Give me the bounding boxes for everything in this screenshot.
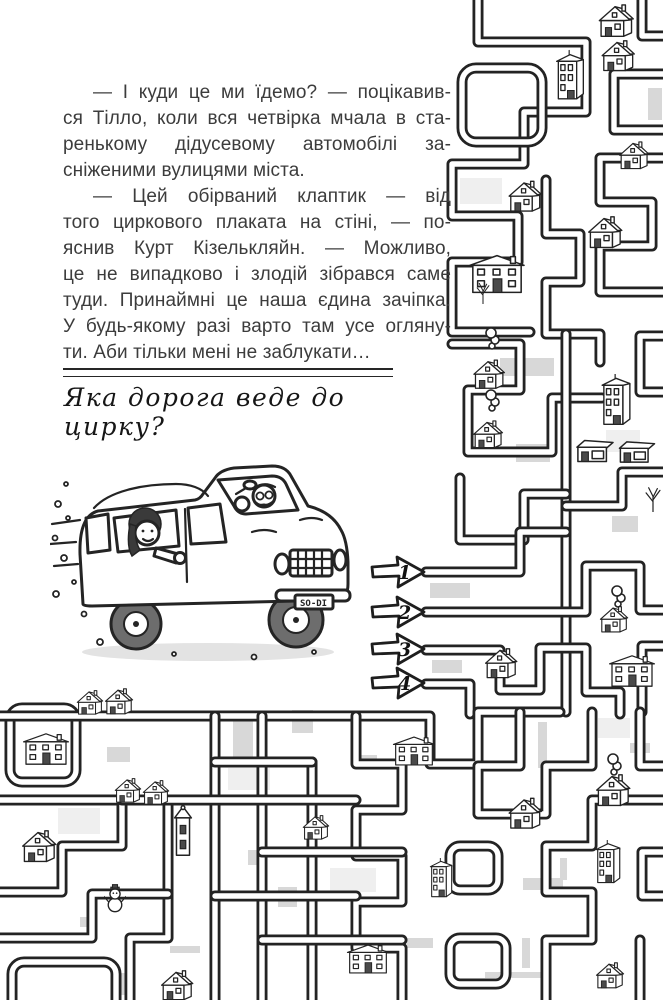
house-icon	[509, 181, 541, 211]
route-arrows	[370, 552, 434, 702]
license-plate-text: SO-DI	[300, 599, 328, 609]
story-line: яснив Курт Кізелькляйн. — Можливо,	[63, 238, 451, 259]
story-line: сніженими вулицями міста.	[63, 160, 305, 181]
route-number: 4	[398, 673, 412, 695]
story-line: це не випадково і злодій зібрався саме	[63, 264, 451, 285]
route-number: 1	[398, 562, 412, 584]
route-arrow-2	[370, 594, 428, 630]
tall-house-icon	[602, 374, 630, 424]
house-icon	[77, 691, 102, 714]
story-line: — Цей обірваний клаптик — від	[93, 186, 451, 207]
puzzle-question: Яка дорога веде до цирку?	[64, 383, 346, 441]
house-icon	[597, 775, 630, 806]
wide-house-icon	[610, 656, 655, 686]
tall-house-icon	[557, 51, 584, 99]
tall-house-icon	[430, 858, 451, 897]
passenger-figure	[235, 497, 249, 511]
tall-house-icon	[596, 840, 619, 883]
house-icon	[105, 689, 132, 714]
route-number: 2	[398, 602, 412, 624]
house-icon	[162, 971, 193, 1000]
story-text	[63, 80, 451, 366]
wide-house-icon	[24, 734, 69, 764]
house-icon	[115, 779, 140, 802]
route-arrow-3	[370, 631, 428, 667]
house-icon	[474, 421, 503, 448]
car-illustration	[50, 454, 358, 674]
tree-icon	[646, 488, 660, 512]
route-number: 3	[398, 639, 412, 661]
story-line: ренькому дідусевому автомобілі за-	[63, 134, 451, 155]
story-line: туди. Принаймні це наша єдина зачіпка.	[63, 290, 451, 311]
chimney-smoke-icon	[612, 586, 625, 607]
house-icon	[599, 5, 633, 36]
story-line: — І куди це ми їдемо? — поцікавив-	[93, 82, 451, 103]
house-icon	[23, 831, 56, 862]
house-icon	[620, 142, 649, 169]
section-divider	[63, 368, 393, 377]
story-line: ся Тілло, коли вся четвірка мчала в ста-	[63, 108, 451, 129]
house-icon	[600, 607, 627, 632]
house-icon	[474, 360, 505, 388]
house-icon	[143, 781, 168, 804]
house-icon	[509, 798, 541, 828]
story-line: того циркового плаката на стіні, — по-	[63, 212, 451, 233]
route-arrow-4	[370, 665, 428, 701]
church-icon	[175, 806, 192, 855]
shop-icon	[619, 442, 654, 462]
route-arrow-1	[370, 554, 428, 590]
wide-house-icon	[393, 737, 434, 765]
house-icon	[602, 41, 634, 71]
story-line: ти. Аби тільки мені не заблукати…	[63, 342, 371, 363]
chimney-smoke-icon	[608, 754, 621, 775]
house-icon	[589, 217, 622, 248]
story-line: У будь-якому разі варто там усе огляну-	[63, 316, 451, 337]
house-icon	[596, 963, 623, 988]
